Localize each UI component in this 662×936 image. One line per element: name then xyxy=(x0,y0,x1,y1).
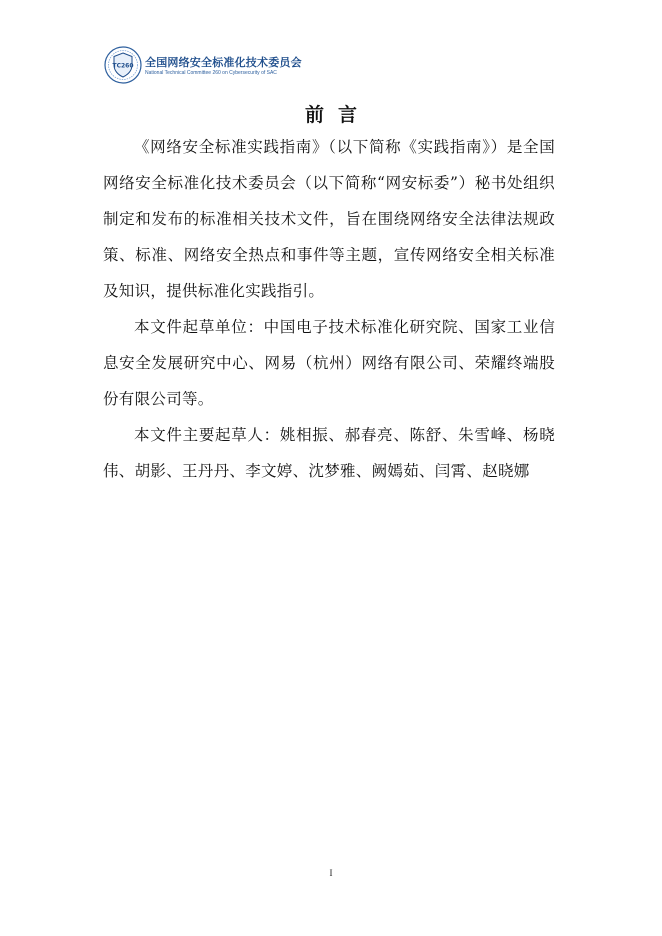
preface-body xyxy=(103,129,555,489)
page-title: 前言 xyxy=(304,104,371,126)
logo-text: TC260 xyxy=(112,62,134,70)
org-name-cn: 全国网络安全标准化技术委员会 xyxy=(145,56,302,69)
tc260-emblem-icon xyxy=(104,46,142,84)
committee-logo xyxy=(104,46,304,90)
paragraph-drafting-units: 本文件起草单位：中国电子技术标准化研究院、国家工业信息安全发展研究中心、网易（杭州）网络有限公司、荣耀终端股份有限公司等。 xyxy=(103,318,555,408)
paragraph-intro: 《网络安全标准实践指南》（以下简称《实践指南》）是全国网络安全标准化技术委员会（以下简称“网安标委”）秘书处组织制定和发布的标准相关技术文件，旨在围绕网络安全法律法规政策、标准、网络安全热点和事件等主题，宣传网络安全相关标准及知识，提供标准化实践指引。 xyxy=(103,138,555,300)
org-name-en: National Technical Committee 260 on Cybersecurity of SAC xyxy=(145,70,277,76)
page-number: I xyxy=(329,868,333,878)
paragraph-drafters: 本文件主要起草人：姚相振、郝春亮、陈舒、朱雪峰、杨晓伟、胡影、王丹丹、李文婷、沈梦雅、阙嫣茹、闫霄、赵晓娜 xyxy=(103,426,555,480)
